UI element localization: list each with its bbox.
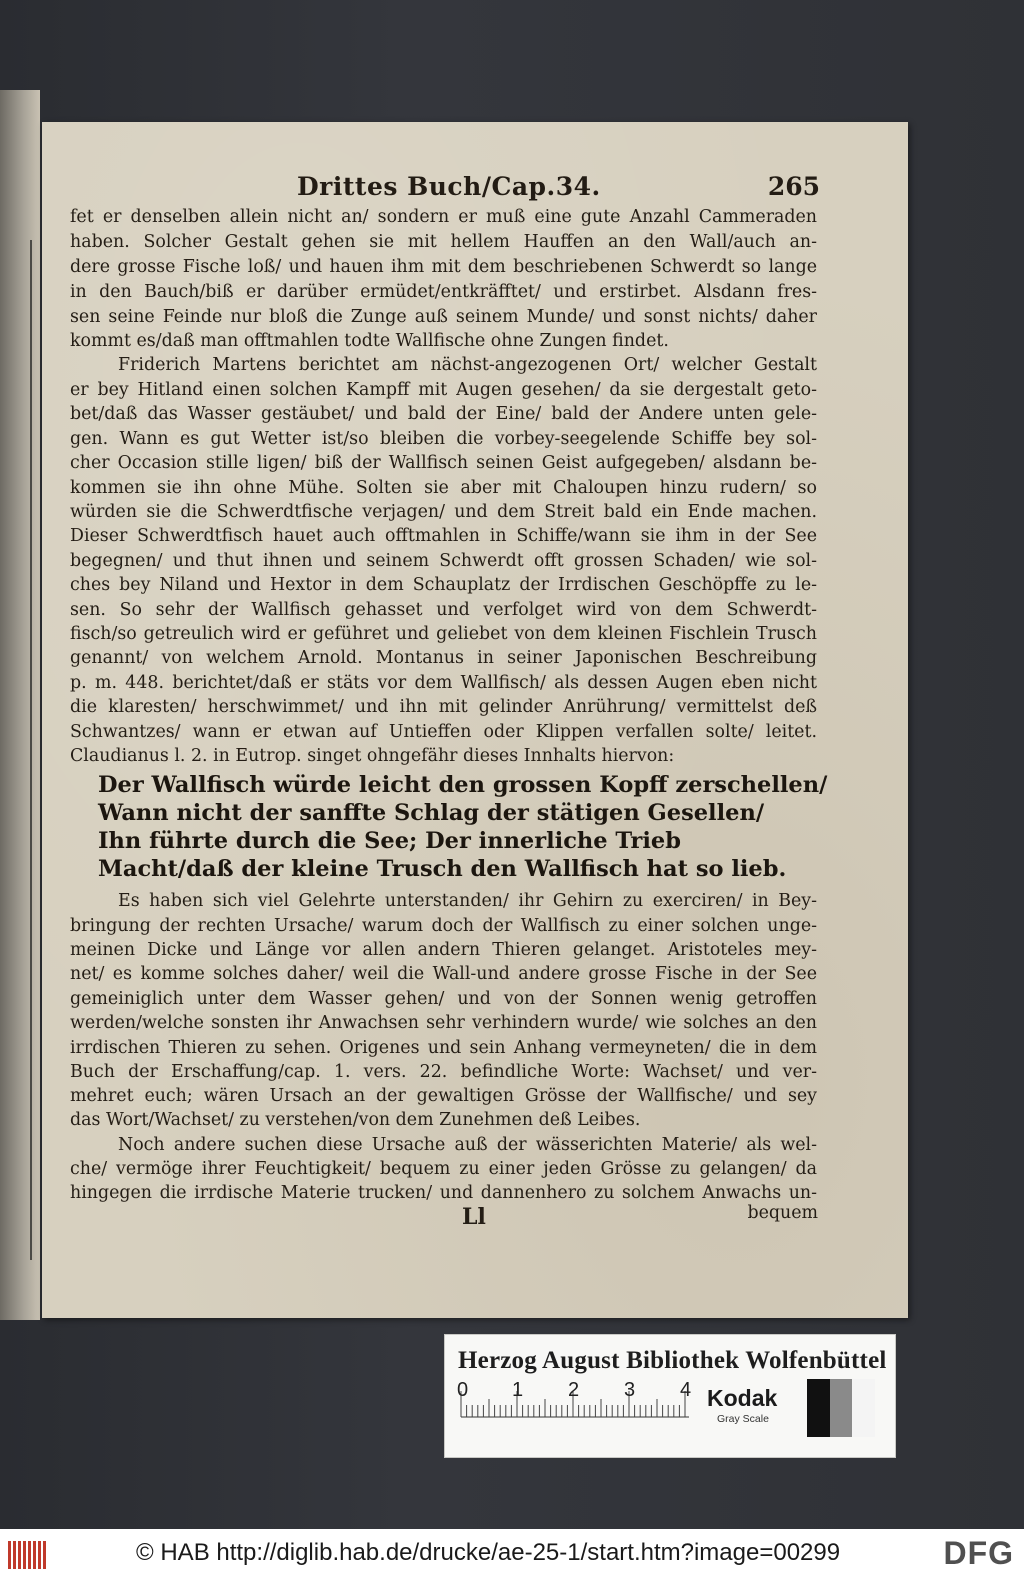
text-line: dere grosse Fische loß/ und hauen ihm mit dem beschriebenen Schwerdt so lange <box>70 257 817 277</box>
grayscale-label: Gray Scale <box>717 1413 769 1425</box>
footer-bar <box>0 1529 1024 1582</box>
library-reference-card <box>444 1334 896 1458</box>
binding-shadow <box>30 240 32 1260</box>
ruler-label: 3 <box>624 1379 636 1401</box>
text-line: genannt/ von welchem Arnold. Montanus in seiner Japonischen Beschreibung <box>70 648 817 668</box>
text-line: Claudianus l. 2. in Eutrop. singet ohngefähr dieses Innhalts hiervon: <box>70 746 675 766</box>
text-line: Schwantzes/ wann er etwan auf Untieffen oder Klippen verfallen solte/ leitet. <box>70 722 817 742</box>
ruler-label: 0 <box>457 1379 469 1401</box>
text-line: begegnen/ und thut ihnen und seinem Schwerdt offt grossen Schaden/ wie sol- <box>70 551 817 571</box>
text-line: kommt es/daß man offtmahlen todte Wallfische ohne Zungen findet. <box>70 331 669 351</box>
text-line: sen seine Feinde nur bloß die Zunge auß seinem Munde/ und sonst nichts/ daher <box>70 307 817 327</box>
gray-scale-swatches <box>807 1379 875 1437</box>
verse-line: Ihn führte durch die See; Der innerliche Trieb <box>98 828 681 854</box>
text-line: ches bey Niland und Hextor in dem Schauplatz der Irrdischen Geschöpffe zu le- <box>70 575 817 595</box>
ruler-label: 1 <box>512 1379 524 1401</box>
swatch-black <box>807 1379 830 1437</box>
running-head: Drittes Buch/Cap.34. <box>297 172 601 201</box>
text-line: kommen sie ihn ohne Mühe. Solten sie aber mit Chaloupen hinzu rudern/ so <box>70 478 817 498</box>
kodak-logo: Kodak <box>707 1385 778 1411</box>
text-line: meinen Dicke und Länge vor allen andern Thieren gelanget. Aristoteles mey- <box>70 940 817 960</box>
verse-line: Macht/daß der kleine Trusch den Wallfisch hat so lieb. <box>98 856 787 882</box>
text-line: net/ es komme solches daher/ weil die Wall-und andere grosse Fische in der See <box>70 964 817 984</box>
verse-line: Der Wallfisch würde leicht den grossen Kopff zerschellen/ <box>98 772 828 798</box>
text-line: bet/daß das Wasser gestäubet/ und bald der Eine/ bald der Andere unten gele- <box>70 404 817 424</box>
text-line: er bey Hitland einen solchen Kampff mit Augen gesehen/ da sie dergestalt geto- <box>70 380 817 400</box>
ruler-label: 2 <box>568 1379 580 1401</box>
text-line: würden sie die Schwerdtfische verjagen/ und dem Streit bald ein Ende machen. <box>70 502 817 522</box>
text-line: che/ vermöge ihrer Feuchtigkeit/ bequem zu einer jeden Grösse zu gelangen/ da <box>70 1159 817 1179</box>
text-line: werden/welche sonsten ihr Anwachsen sehr verhindern wurde/ wie solches an den <box>70 1013 817 1033</box>
text-line: p. m. 448. berichtet/daß er stäts vor dem Wallfisch/ als dessen Augen eben nicht <box>70 673 817 693</box>
text-line: fisch/so getreulich wird er geführet und geliebet von dem kleinen Fischlein Trusch <box>70 624 817 644</box>
text-line: hingegen die irrdische Materie trucken/ und dannenhero zu solchem Anwachs un- <box>70 1183 817 1203</box>
catchword: bequem <box>747 1203 818 1223</box>
text-line: die klaresten/ herschwimmet/ und ihn mit gelinder Anrührung/ vermittelst deß <box>70 697 817 717</box>
text-line: cher Occasion stille ligen/ biß der Wallfisch seinen Geist aufgegeben/ alsdann be- <box>70 453 817 473</box>
text-line: Friderich Martens berichtet am nächst-angezogenen Ort/ welcher Gestalt <box>118 355 817 375</box>
dfg-logo: DFG <box>943 1535 1014 1571</box>
text-line: in den Bauch/biß er darüber ermüdet/entkräfftet/ und erstirbet. Alsdann fres- <box>70 282 817 302</box>
swatch-white <box>852 1379 875 1437</box>
previous-page-edge <box>0 90 40 1320</box>
text-line: gen. Wann es gut Wetter ist/so bleiben die vorbey-seegelende Schiffe bey sol- <box>70 429 817 449</box>
ruler-label: 4 <box>680 1379 692 1401</box>
text-line: bringung der rechten Ursache/ warum doch der Wallfisch zu einer solchen unge- <box>70 916 817 936</box>
page-number: 265 <box>767 172 820 201</box>
text-line: Dieser Schwerdtfisch hauet auch offtmahlen in Schiffe/wann sie ihm in der See <box>70 526 817 546</box>
text-line: fet er denselben allein nicht an/ sondern er muß eine gute Anzahl Cammeraden <box>70 207 817 227</box>
signature-mark: Ll <box>462 1204 486 1230</box>
text-line: das Wort/Wachset/ zu verstehen/von dem Zunehmen deß Leibes. <box>70 1110 641 1130</box>
text-line: sen. So sehr der Wallfisch gehasset und verfolget wird von dem Schwerdt- <box>70 600 817 620</box>
verse-line: Wann nicht der sanffte Schlag der stätigen Gesellen/ <box>98 800 765 826</box>
copyright-url: © HAB http://diglib.hab.de/drucke/ae-25-1/start.htm?image=00299 <box>136 1539 841 1566</box>
text-line: gemeiniglich unter dem Wasser gehen/ und von der Sonnen wenig getroffen <box>70 989 817 1009</box>
text-line: Buch der Erschaffung/cap. 1. vers. 22. befindliche Worte: Wachset/ und ver- <box>70 1062 817 1082</box>
text-line: mehret euch; wären Ursach an der gewaltigen Grösse der Wallfische/ und sey <box>70 1086 817 1106</box>
page-header <box>42 172 820 206</box>
text-line: irrdischen Thieren zu sehen. Origenes und sein Anhang vermeyneten/ die in dem <box>70 1038 817 1058</box>
text-line: Es haben sich viel Gelehrte unterstanden/ ihr Gehirn zu exerciren/ in Bey- <box>118 891 817 911</box>
library-name: Herzog August Bibliothek Wolfenbüttel <box>458 1347 887 1374</box>
text-line: haben. Solcher Gestalt gehen sie mit hellem Hauffen an den Wall/auch an- <box>70 232 817 252</box>
swatch-gray <box>830 1379 853 1437</box>
hab-logo-icon <box>6 1537 48 1573</box>
text-line: Noch andere suchen diese Ursache auß der wässerichten Materie/ als wel- <box>118 1135 817 1155</box>
